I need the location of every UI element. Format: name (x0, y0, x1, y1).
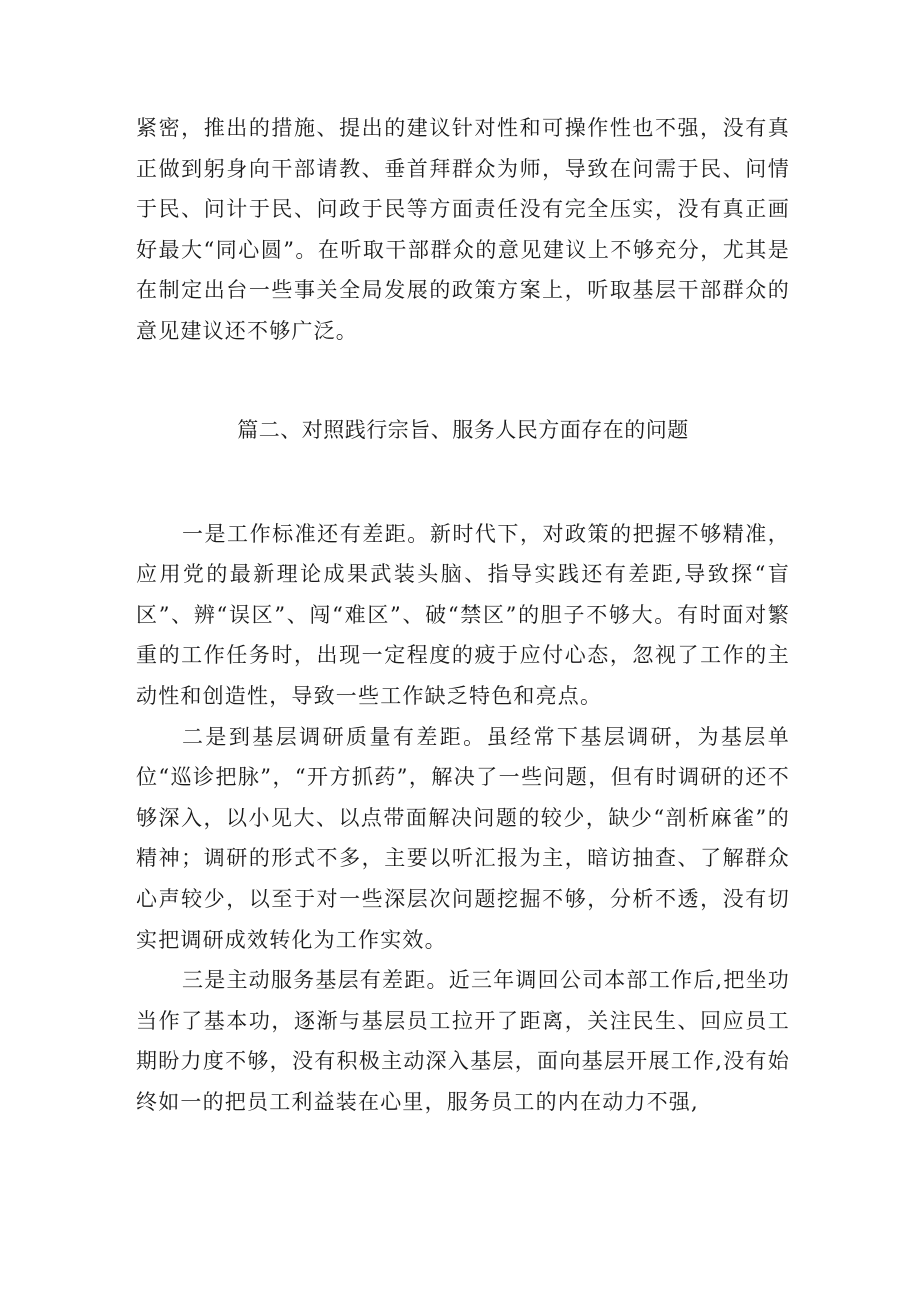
spacer (136, 450, 790, 514)
paragraph-3: 三是主动服务基层有差距。近三年调回公司本部工作后,把坐功当作了基本功，逐渐与基层员工拉开了距离，关注民生、回应员工期盼力度不够，没有积极主动深入基层，面向基层开展工作,没有始终如一的把员工利益装在心里，服务员工的内在动力不强, (136, 968, 790, 1114)
paragraph-2: 二是到基层调研质量有差距。虽经常下基层调研，为基层单位“巡诊把脉”，“开方抓药”，解决了一些问题，但有时调研的还不够深入，以小见大、以点带面解决问题的较少，缺少“剖析麻雀”的精神；调研的形式不多，主要以听汇报为主，暗访抽查、了解群众心声较少，以至于对一些深层次问题挖掘不够，分析不透，没有切实把调研成效转化为工作实效。 (136, 724, 790, 952)
section-heading: 篇二、对照践行宗旨、服务人民方面存在的问题 (237, 417, 689, 442)
spacer (136, 352, 790, 410)
paragraph-1: 一是工作标准还有差距。新时代下，对政策的把握不够精准，应用党的最新理论成果武装头脑、指导实践还有差距,导致探“盲区”、辨“误区”、闯“难区”、破“禁区”的胆子不够大。有时面对繁重的工作任务时，出现一定程度的疲于应付心态，忽视了工作的主动性和创造性，导致一些工作缺乏特色和亮点。 (136, 521, 790, 708)
document-page (136, 108, 790, 1122)
paragraph-continued: 紧密，推出的措施、提出的建议针对性和可操作性也不强，没有真正做到躬身向干部请教、垂首拜群众为师，导致在问需于民、问情于民、问计于民、问政于民等方面责任没有完全压实，没有真正画好最大“同心圆”。在听取干部群众的意见建议上不够充分，尤其是在制定出台一些事关全局发展的政策方案上，听取基层干部群众的意见建议还不够广泛。 (136, 116, 790, 343)
